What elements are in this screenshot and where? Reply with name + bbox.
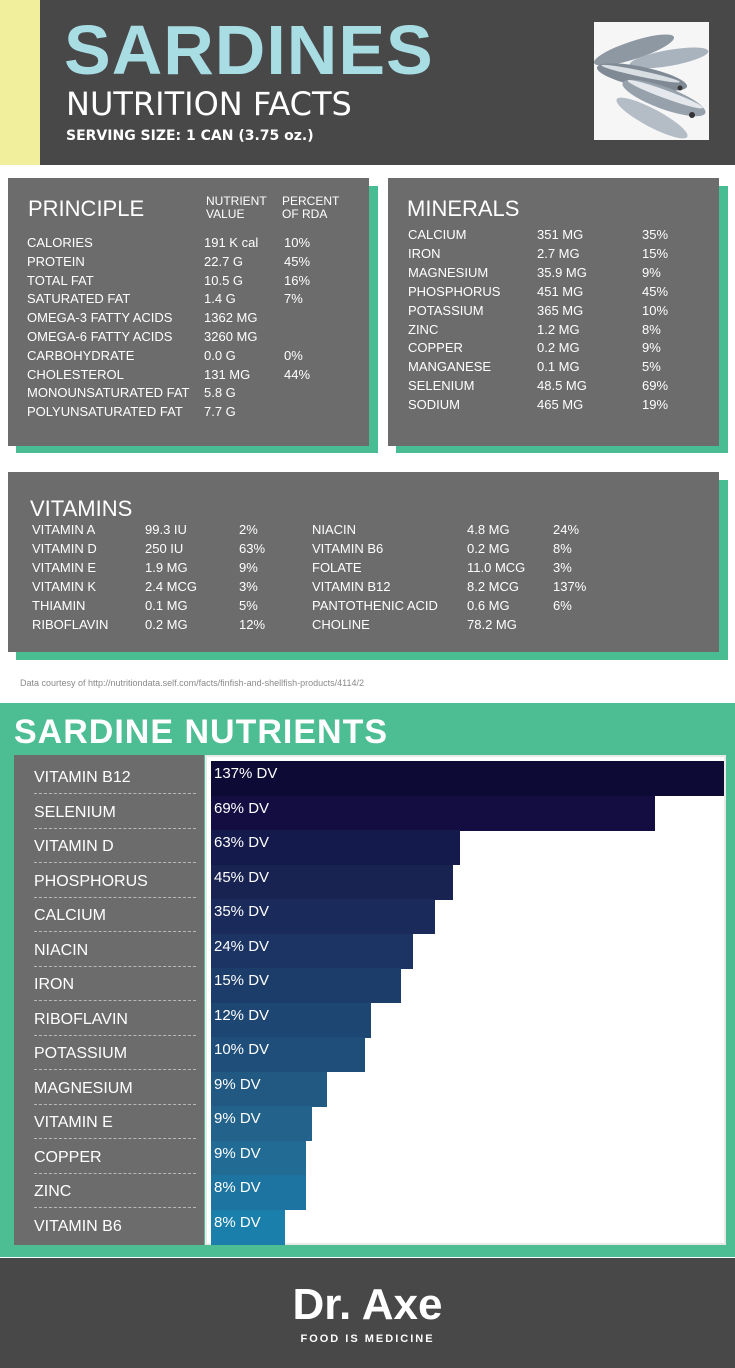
- chart-bar-label: 45% DV: [214, 868, 270, 886]
- nutrient-name: RIBOFLAVIN: [32, 617, 109, 632]
- nutrient-rda: 10%: [284, 235, 311, 250]
- nutrient-rda: 15%: [642, 245, 669, 261]
- chart-bar-label: 15% DV: [214, 972, 270, 989]
- nutrient-name: PHOSPHORUS: [408, 283, 501, 299]
- nutrient-value: 365 MG: [537, 302, 584, 318]
- nutrient-value: 0.1 MG: [145, 598, 188, 613]
- nutrient-rda: 24%: [553, 522, 580, 537]
- chart-category-label: PHOSPHORUS: [34, 872, 148, 890]
- nutrient-value: 2.4 MCG: [145, 579, 198, 594]
- nutrient-name: VITAMIN D: [32, 541, 97, 556]
- page-subtitle: NUTRITION FACTS: [66, 85, 352, 123]
- category-divider: [34, 793, 196, 794]
- nutrient-rda: 5%: [239, 598, 258, 613]
- nutrient-rda: 8%: [642, 321, 661, 337]
- chart-category-label: IRON: [34, 976, 74, 993]
- chart-bar-label: 12% DV: [214, 1006, 270, 1024]
- nutrient-rda: 3%: [553, 560, 572, 575]
- nutrient-name: NIACIN: [312, 522, 357, 537]
- chart-category-label: VITAMIN B6: [34, 1217, 122, 1235]
- nutrient-value: 3260 MG: [204, 329, 258, 344]
- chart-bar-label: 24% DV: [214, 937, 270, 955]
- nutrient-value: 7.7 G: [204, 404, 236, 420]
- chart-category-label: RIBOFLAVIN: [34, 1010, 128, 1028]
- nutrient-name: TOTAL FAT: [27, 272, 94, 288]
- chart-bar-label: 8% DV: [214, 1213, 261, 1231]
- nutrient-value: 22.7 G: [204, 253, 244, 269]
- nutrient-value: 1.2 MG: [537, 321, 580, 337]
- nutrient-name: MONOUNSATURATED FAT: [27, 385, 190, 401]
- nutrient-name: CHOLESTEROL: [27, 366, 124, 382]
- nutrient-rda: 9%: [642, 264, 661, 280]
- nutrient-value: 4.8 MG: [467, 522, 510, 537]
- chart-category-label: ZINC: [34, 1183, 72, 1200]
- category-divider: [34, 828, 196, 829]
- nutrient-rda: 0%: [284, 347, 303, 363]
- nutrient-name: VITAMIN K: [32, 579, 97, 594]
- nutrient-rda: 19%: [642, 397, 669, 413]
- nutrient-name: CHOLINE: [312, 617, 370, 632]
- nutrient-rda: 45%: [284, 253, 311, 269]
- nutrient-value: 0.2 MG: [145, 617, 188, 632]
- nutrient-value: 0.2 MG: [467, 541, 510, 556]
- category-divider: [34, 1207, 196, 1208]
- nutrient-name: MANGANESE: [408, 359, 492, 375]
- nutrient-rda: 3%: [239, 579, 258, 594]
- category-divider: [34, 1138, 196, 1139]
- nutrient-name: POLYUNSATURATED FAT: [27, 404, 183, 420]
- serving-size: SERVING SIZE: 1 CAN (3.75 oz.): [66, 128, 314, 144]
- nutrient-rda: 5%: [642, 359, 661, 375]
- minerals-title: MINERALS: [407, 196, 520, 221]
- chart-bar-label: 35% DV: [214, 903, 270, 920]
- nutrient-name: POTASSIUM: [408, 302, 484, 318]
- data-credit: Data courtesy of http://nutritiondata.self.com/facts/finfish-and-shellfish-products/4114/2: [20, 678, 365, 688]
- chart-bar-label: 69% DV: [214, 799, 270, 817]
- nutrient-rda: 7%: [284, 291, 303, 307]
- nutrient-value: 48.5 MG: [537, 378, 587, 394]
- nutrient-name: CARBOHYDRATE: [27, 347, 135, 363]
- nutrient-value: 35.9 MG: [537, 264, 587, 280]
- chart-bar-label: 9% DV: [214, 1144, 261, 1162]
- category-divider: [34, 1035, 196, 1036]
- principle-title: PRINCIPLE: [28, 196, 145, 221]
- chart-bar-label: 9% DV: [214, 1075, 261, 1093]
- minerals-panel: [388, 178, 719, 446]
- nutrient-name: SODIUM: [408, 397, 460, 413]
- nutrient-value: 0.6 MG: [467, 598, 510, 613]
- brand-logo: Dr. Axe: [292, 1280, 443, 1329]
- chart-category-label: NIACIN: [34, 941, 89, 959]
- percent-rda-header: PERCENT OF RDA: [282, 194, 340, 221]
- chart-category-label: VITAMIN B12: [34, 769, 131, 786]
- footer: [0, 1258, 735, 1368]
- nutrient-rda: 137%: [553, 579, 587, 594]
- nutrient-name: IRON: [408, 245, 441, 261]
- nutrient-value: 131 MG: [204, 366, 251, 382]
- chart-category-label: POTASSIUM: [34, 1045, 128, 1062]
- nutrient-value: 0.2 MG: [537, 340, 580, 356]
- nutrient-value: 10.5 G: [204, 272, 244, 288]
- nutrient-name: VITAMIN B6: [312, 541, 384, 556]
- category-divider: [34, 1173, 196, 1174]
- header: [0, 0, 735, 165]
- nutrient-name: MAGNESIUM: [408, 264, 489, 280]
- nutrient-name: VITAMIN A: [32, 522, 96, 537]
- page-title: SARDINES: [64, 11, 434, 89]
- nutrient-value: 191 K cal: [204, 235, 259, 250]
- category-divider: [34, 1000, 196, 1001]
- nutrient-rda: 6%: [553, 598, 572, 613]
- nutrient-value-header: NUTRIENT VALUE: [206, 194, 267, 221]
- category-divider: [34, 862, 196, 863]
- chart-category-label: CALCIUM: [34, 907, 107, 924]
- nutrient-name: OMEGA-3 FATTY ACIDS: [27, 310, 173, 326]
- nutrient-rda: 44%: [284, 366, 311, 382]
- nutrient-rda: 12%: [239, 617, 266, 632]
- nutrient-rda: 9%: [239, 560, 258, 575]
- nutrients-chart-section: [0, 703, 735, 1257]
- nutrient-name: THIAMIN: [32, 598, 86, 613]
- nutrient-name: PROTEIN: [27, 253, 85, 269]
- nutrient-value: 351 MG: [537, 227, 584, 242]
- nutrient-name: OMEGA-6 FATTY ACIDS: [27, 329, 173, 344]
- nutrient-value: 11.0 MCG: [467, 560, 526, 575]
- principle-panel: [8, 178, 369, 446]
- chart-category-label: VITAMIN E: [34, 1114, 113, 1131]
- nutrient-value: 250 IU: [145, 541, 184, 556]
- category-divider: [34, 1104, 196, 1105]
- sardine-fish-icon: [594, 22, 709, 140]
- category-divider: [34, 931, 196, 932]
- nutrient-value: 1.4 G: [204, 291, 236, 307]
- chart-bar: [211, 761, 724, 796]
- nutrient-value: 2.7 MG: [537, 245, 580, 261]
- chart-plot-area: [205, 755, 726, 1245]
- nutrient-name: SATURATED FAT: [27, 291, 131, 307]
- vitamins-title: VITAMINS: [30, 496, 133, 521]
- chart-bar-label: 10% DV: [214, 1041, 270, 1058]
- chart-category-label: SELENIUM: [34, 803, 116, 821]
- brand-tagline: FOOD IS MEDICINE: [300, 1333, 435, 1345]
- nutrient-name: PANTOTHENIC ACID: [312, 598, 438, 613]
- category-divider: [34, 897, 196, 898]
- chart-bar-label: 63% DV: [214, 834, 270, 851]
- nutrient-rda: 9%: [642, 340, 661, 356]
- nutrient-name: ZINC: [408, 321, 439, 337]
- nutrient-rda: 63%: [239, 541, 266, 556]
- nutrient-value: 0.0 G: [204, 347, 236, 363]
- nutrient-name: VITAMIN B12: [312, 579, 391, 594]
- category-divider: [34, 1069, 196, 1070]
- chart-bar-label: 8% DV: [214, 1179, 261, 1196]
- nutrient-value: 465 MG: [537, 397, 584, 413]
- chart-bar: [211, 796, 655, 831]
- nutrient-name: VITAMIN E: [32, 560, 97, 575]
- nutrient-value: 99.3 IU: [145, 522, 187, 537]
- chart-category-labels: [14, 755, 204, 1245]
- nutrient-name: FOLATE: [312, 560, 362, 575]
- sardine-photo: [594, 22, 709, 140]
- nutrient-value: 1362 MG: [204, 310, 258, 326]
- nutrient-rda: 16%: [284, 272, 311, 288]
- nutrient-value: 8.2 MCG: [467, 579, 520, 594]
- nutrient-value: 5.8 G: [204, 385, 236, 401]
- nutrient-rda: 10%: [642, 302, 669, 318]
- category-divider: [34, 966, 196, 967]
- nutrient-rda: 8%: [553, 541, 572, 556]
- nutrient-name: CALCIUM: [408, 227, 467, 242]
- header-accent-stripe: [0, 0, 40, 165]
- nutrient-value: 451 MG: [537, 283, 584, 299]
- nutrient-rda: 35%: [642, 227, 669, 242]
- chart-category-label: VITAMIN D: [34, 838, 114, 855]
- nutrient-value: 0.1 MG: [537, 359, 580, 375]
- nutrient-rda: 69%: [642, 378, 669, 394]
- vitamins-panel: [8, 472, 719, 652]
- nutrient-rda: 2%: [239, 522, 258, 537]
- chart-category-label: MAGNESIUM: [34, 1079, 133, 1097]
- nutrient-name: COPPER: [408, 340, 463, 356]
- nutrient-name: SELENIUM: [408, 378, 475, 394]
- chart-bar-label: 9% DV: [214, 1110, 261, 1127]
- nutrient-value: 78.2 MG: [467, 617, 517, 632]
- chart-category-label: COPPER: [34, 1148, 102, 1166]
- nutrient-value: 1.9 MG: [145, 560, 188, 575]
- nutrient-rda: 45%: [642, 283, 669, 299]
- nutrient-name: CALORIES: [27, 235, 93, 250]
- chart-bar-label: 137% DV: [214, 765, 278, 782]
- chart-title: SARDINE NUTRIENTS: [14, 713, 389, 751]
